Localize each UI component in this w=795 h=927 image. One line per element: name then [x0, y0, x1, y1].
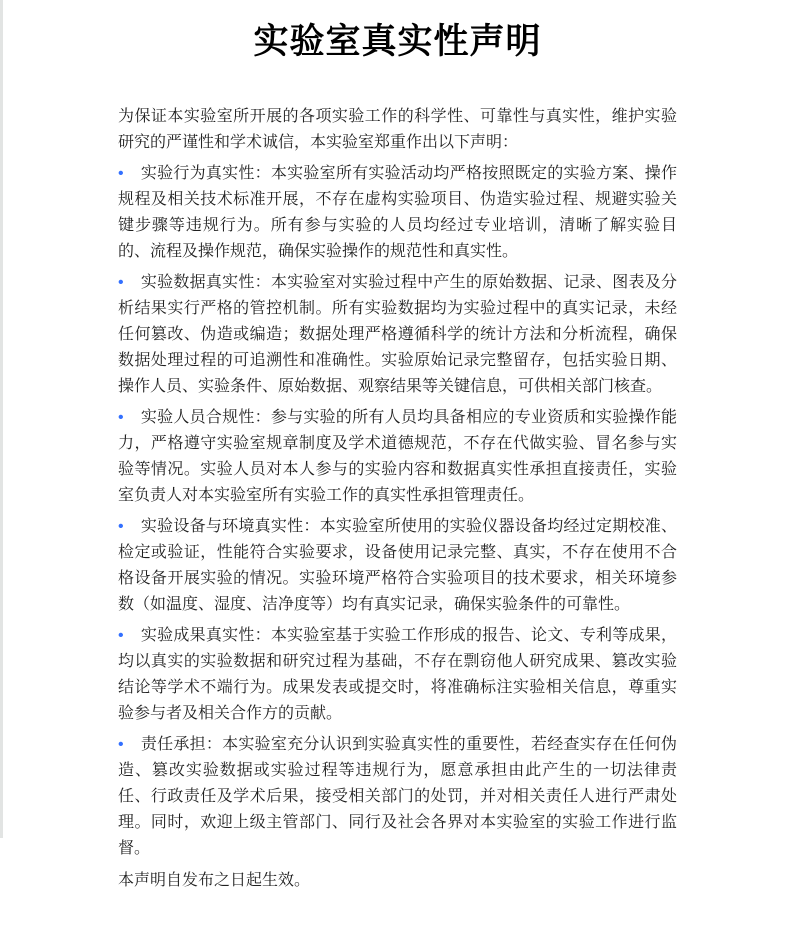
page-left-edge — [0, 0, 3, 838]
bullet-icon: • — [118, 165, 124, 182]
list-item-text: 实验行为真实性：本实验室所有实验活动均严格按照既定的实验方案、操作规程及相关技术标准开展，不存在虚构实验项目、伪造实验过程、规避实验关键步骤等违规行为。所有参与实验的人员均经过专业培训，清晰了解实验目的、流程及操作规范，确保实验操作的规范性和真实性。 — [118, 165, 677, 260]
list-item-text: 实验设备与环境真实性：本实验室所使用的实验仪器设备均经过定期校准、检定或验证，性能符合实验要求，设备使用记录完整、真实，不存在使用不合格设备开展实验的情况。实验环境严格符合实验项目的技术要求，相关环境参数（如温度、湿度、洁净度等）均有真实记录，确保实验条件的可靠性。 — [118, 518, 677, 613]
list-item-text: 实验数据真实性：本实验室对实验过程中产生的原始数据、记录、图表及分析结果实行严格的管控机制。所有实验数据均为实验过程中的真实记录，未经任何篡改、伪造或编造；数据处理严格遵循科学的统计方法和分析流程，确保数据处理过程的可追溯性和准确性。实验原始记录完整留存，包括实验日期、操作人员、实验条件、原始数据、观察结果等关键信息，可供相关部门核查。 — [118, 274, 677, 395]
intro-paragraph: 为保证本实验室所开展的各项实验工作的科学性、可靠性与真实性，维护实验研究的严谨性和学术诚信，本实验室郑重作出以下声明： — [118, 108, 677, 151]
list-item-text: 责任承担：本实验室充分认识到实验真实性的重要性，若经查实存在任何伪造、篡改实验数据或实验过程等违规行为，愿意承担由此产生的一切法律责任、行政责任及学术后果，接受相关部门的处罚，并对相关责任人进行严肃处理。同时，欢迎上级主管部门、同行及社会各界对本实验室的实验工作进行监督。 — [118, 736, 677, 857]
list-item — [118, 732, 677, 862]
page-title: 实验室真实性声明 — [253, 22, 542, 61]
bullet-icon: • — [118, 627, 124, 644]
bullet-icon: • — [118, 274, 124, 291]
bullet-icon: • — [118, 736, 124, 753]
closing-paragraph: 本声明自发布之日起生效。 — [118, 872, 311, 889]
list-item — [118, 161, 677, 265]
list-item-text: 实验人员合规性：参与实验的所有人员均具备相应的专业资质和实验操作能力，严格遵守实验室规章制度及学术道德规范，不存在代做实验、冒名参与实验等情况。实验人员对本人参与的实验内容和数据真实性承担直接责任，实验室负责人对本实验室所有实验工作的真实性承担管理责任。 — [118, 409, 677, 504]
list-item — [118, 270, 677, 400]
bullet-icon: • — [118, 518, 124, 535]
list-item — [118, 623, 677, 727]
list-item — [118, 405, 677, 509]
list-item — [118, 514, 677, 618]
list-item-text: 实验成果真实性：本实验室基于实验工作形成的报告、论文、专利等成果，均以真实的实验数据和研究过程为基础，不存在剽窃他人研究成果、篡改实验结论等学术不端行为。成果发表或提交时，将准确标注实验相关信息，尊重实验参与者及相关合作方的贡献。 — [118, 627, 677, 722]
bullet-icon: • — [118, 409, 124, 426]
statement-list — [118, 161, 677, 862]
